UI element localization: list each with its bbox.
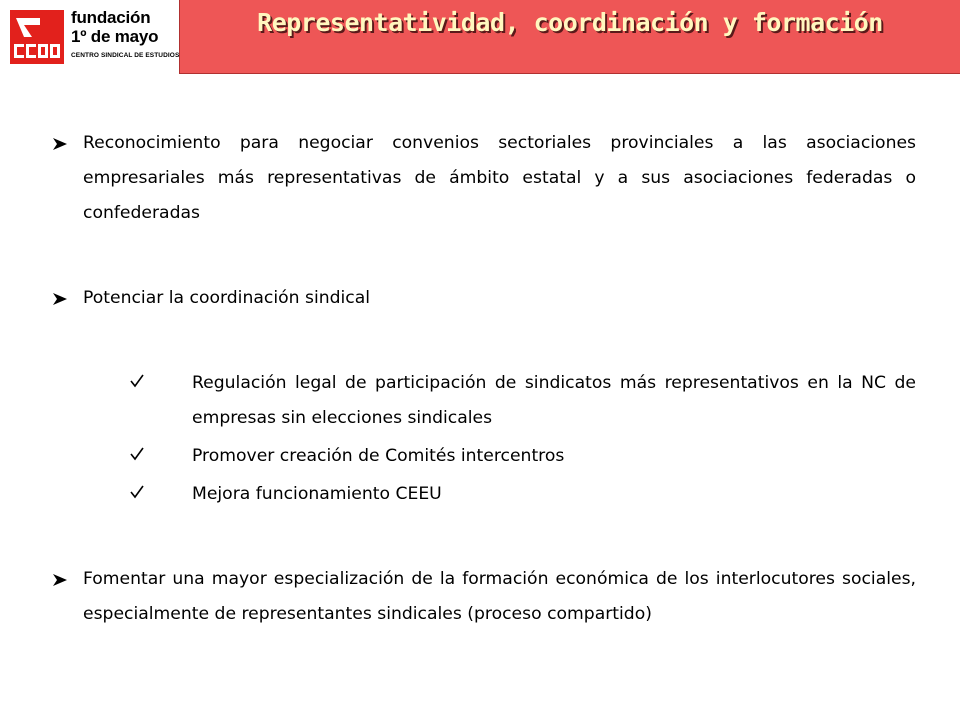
sub-item-text: Promover creación de Comités intercentros [192, 446, 565, 466]
sub-item [52, 439, 916, 474]
sub-item-text: Mejora funcionamiento CEEU [192, 484, 442, 504]
logo [0, 0, 178, 72]
bullet-text: Fomentar una mayor especialización de la formación económica de los interlocutores sociales, especialmente de representantes sindicales (proceso compartido) [83, 569, 916, 624]
bullet-item [52, 281, 916, 316]
checkmark-icon [130, 447, 144, 461]
page-title: Representatividad, coordinación y formación [257, 8, 883, 37]
sub-item-text: Regulación legal de participación de sindicatos más representativos en la NC de empresas sin elecciones sindicales [192, 373, 916, 428]
checkmark-icon [130, 374, 144, 388]
sub-item [52, 366, 916, 436]
logo-title-line1: fundación [71, 8, 151, 27]
bullet-item [52, 562, 916, 632]
arrowhead-bullet-icon [52, 137, 68, 151]
checkmark-icon [130, 485, 144, 499]
bullet-text: Potenciar la coordinación sindical [83, 288, 371, 308]
arrowhead-bullet-icon [52, 573, 68, 587]
bullet-item [52, 126, 916, 231]
ccoo-logo-icon [10, 10, 64, 64]
slide-content [52, 126, 916, 632]
title-bar [179, 0, 960, 74]
logo-subtitle: CENTRO SINDICAL DE ESTUDIOS [71, 52, 180, 59]
bullet-text: Reconocimiento para negociar convenios sectoriales provinciales a las asociaciones empresariales más representativas de ámbito estatal y a sus asociaciones federadas o confederadas [83, 133, 916, 223]
arrowhead-bullet-icon [52, 292, 68, 306]
logo-title-line2: 1º de mayo [71, 27, 159, 46]
sub-item [52, 477, 916, 512]
